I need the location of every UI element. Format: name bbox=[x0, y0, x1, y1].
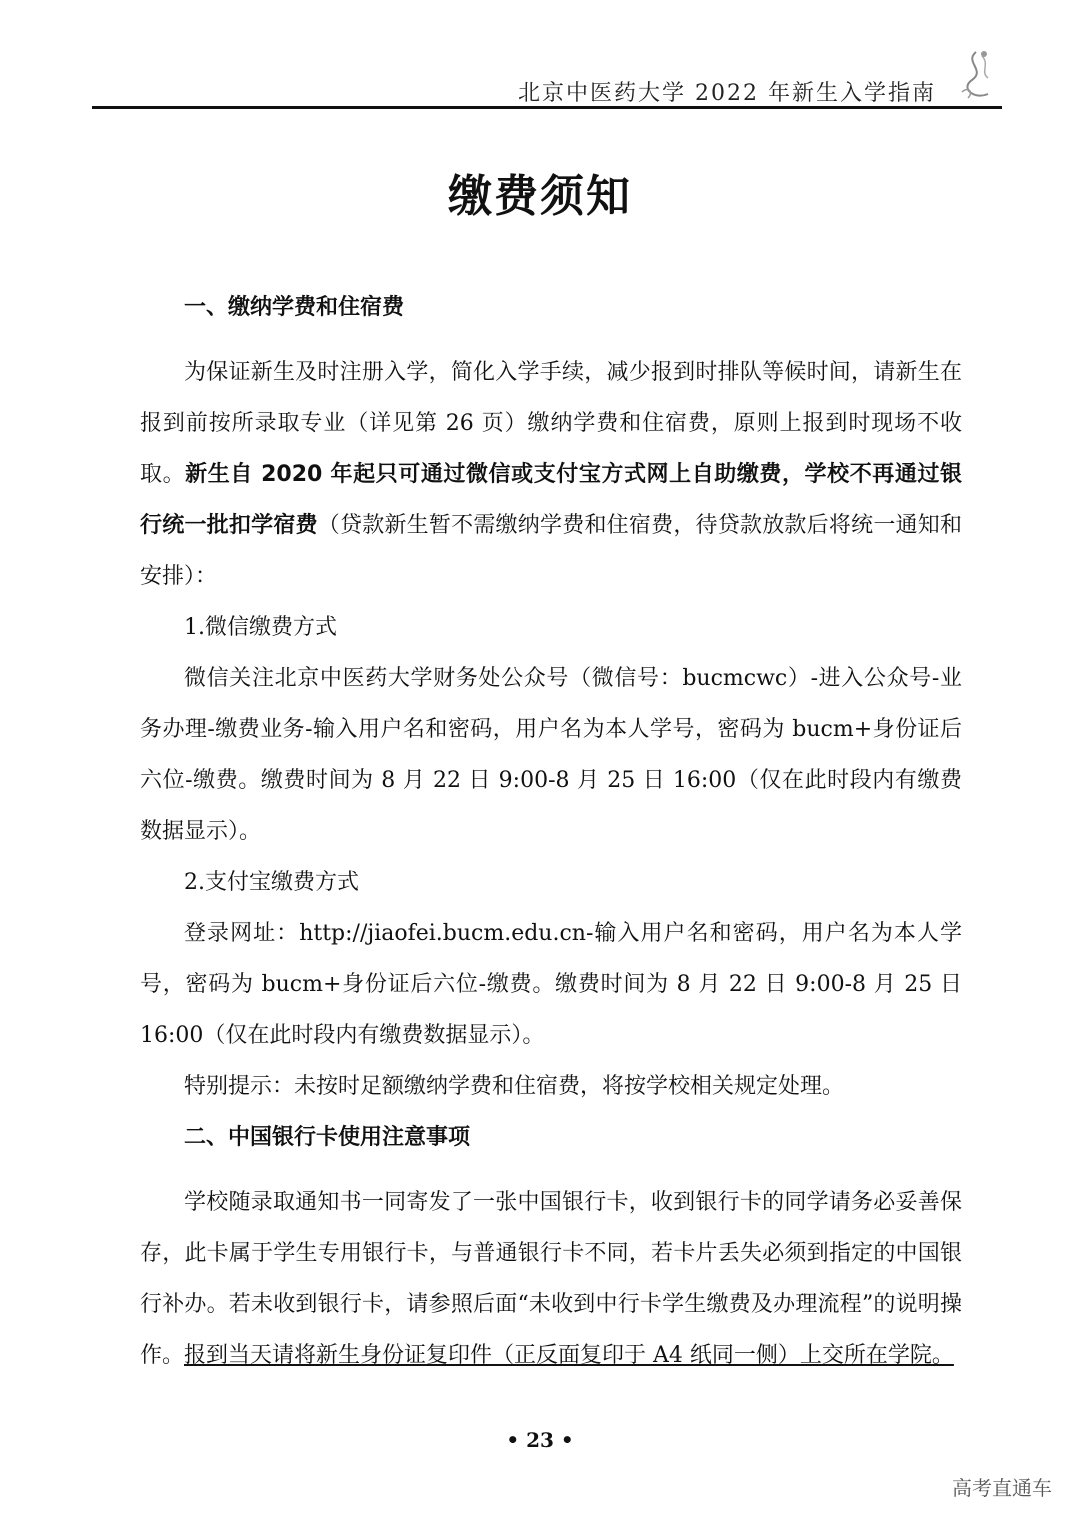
floral-ornament-icon bbox=[954, 48, 998, 104]
wechat-method-title: 1.微信缴费方式 bbox=[184, 615, 337, 640]
intro-bold-text: 新生自 2020 年起只可通过微信或支付宝方式网上自助缴费，学校不再通过银行统一批扣学宿费 bbox=[140, 462, 962, 538]
intro-note: （贷款新生暂不需缴纳学费和住宿费，待贷款放款后将统一通知和安排）： bbox=[140, 513, 962, 589]
paragraph-intro bbox=[140, 347, 962, 602]
intro-text: 为保证新生及时注册入学，简化入学手续，减少报到时排队等候时间，请新生在报到前按所录取专业（详见第 26 页）缴纳学费和住宿费，原则上报到时现场不收取。 bbox=[140, 360, 962, 487]
header-title: 北京中医药大学 2022 年新生入学指南 bbox=[518, 81, 936, 106]
special-notice: 特别提示：未按时足额缴纳学费和住宿费，将按学校相关规定处理。 bbox=[184, 1074, 845, 1099]
page-number: • 23 • bbox=[506, 1428, 574, 1452]
underlined-instruction: 报到当天请将新生身份证复印件（正反面复印于 A4 纸同一侧）上交所在学院。 bbox=[184, 1343, 954, 1368]
page-header bbox=[92, 70, 1002, 109]
bank-card-text: 学校随录取通知书一同寄发了一张中国银行卡，收到银行卡的同学请务必妥善保存，此卡属于学生专用银行卡，与普通银行卡不同，若卡片丢失必须到指定的中国银行补办。若未收到银行卡，请参照后面“未收到中行卡学生缴费及办理流程”的说明操作。 bbox=[140, 1190, 962, 1368]
wechat-method-text: 微信关注北京中医药大学财务处公众号（微信号：bucmcwc）-进入公众号-业务办理-缴费业务-输入用户名和密码，用户名为本人学号，密码为 bucm+身份证后六位-缴费。缴费时间为 8 月 22 日 9:00-8 月 25 日 16:00（仅在此时段内有缴费数据显示）。 bbox=[140, 666, 962, 844]
section-heading: 一、缴纳学费和住宿费 bbox=[184, 295, 405, 320]
bank-card-paragraph bbox=[140, 1177, 962, 1381]
document-body bbox=[140, 282, 962, 1381]
alipay-method-title: 2.支付宝缴费方式 bbox=[184, 870, 359, 895]
watermark: 高考直通车 bbox=[952, 1476, 1052, 1500]
alipay-method-text: 登录网址：http://jiaofei.bucm.edu.cn-输入用户名和密码，用户名为本人学号，密码为 bucm+身份证后六位-缴费。缴费时间为 8 月 22 日 9:00-8 月 25 日 16:00（仅在此时段内有缴费数据显示）。 bbox=[140, 921, 962, 1048]
page-title: 缴费须知 bbox=[448, 171, 632, 222]
section-heading: 二、中国银行卡使用注意事项 bbox=[184, 1125, 471, 1150]
